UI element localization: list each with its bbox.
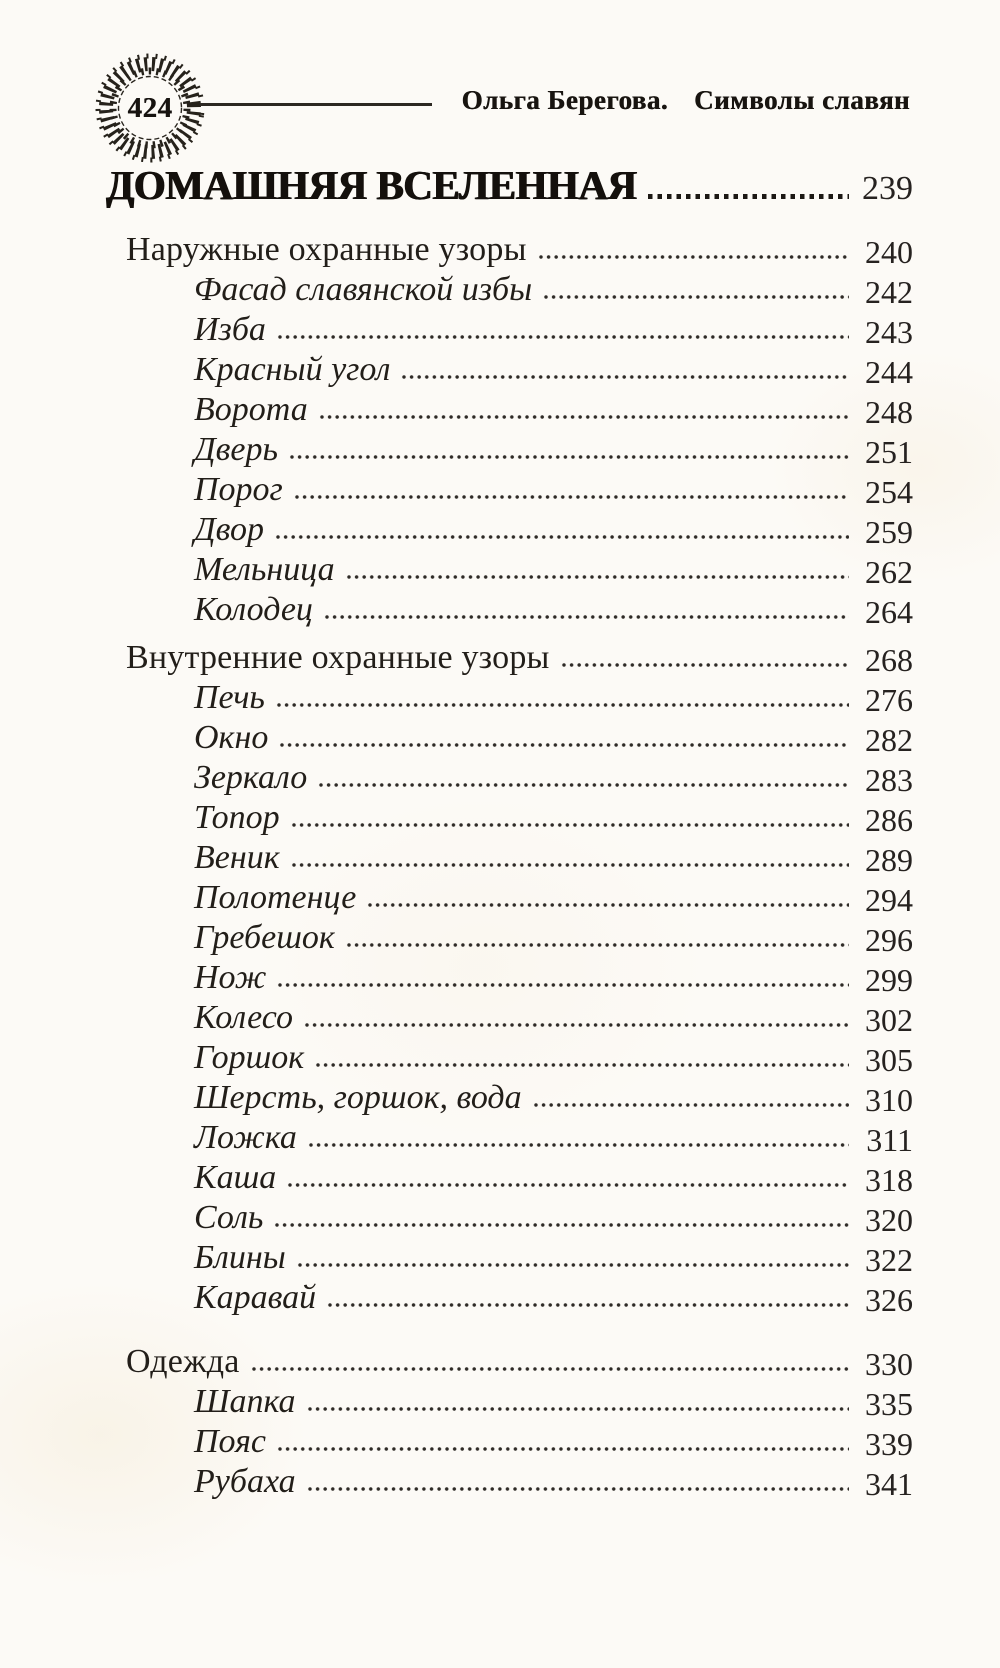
toc-entry (0, 1196, 1000, 1236)
toc-entry (0, 1460, 1000, 1500)
toc-entry (0, 956, 1000, 996)
toc-entry (0, 308, 1000, 348)
toc-entry-title: Топор (194, 799, 280, 837)
toc-entry-page: 268 (865, 642, 913, 678)
dot-leader (561, 662, 849, 668)
dot-leader (318, 782, 849, 788)
toc-entry (0, 756, 1000, 796)
toc-entry-title: Внутренние охранные узоры (126, 639, 550, 677)
toc-entry-page: 341 (865, 1466, 913, 1502)
toc-entry-page: 251 (865, 434, 913, 470)
toc-entry (0, 1236, 1000, 1276)
toc-entry (0, 508, 1000, 548)
toc-entry (0, 228, 1000, 268)
toc-entry (0, 548, 1000, 588)
toc-entry-page: 322 (865, 1242, 913, 1278)
running-head-title (461, 85, 910, 116)
dot-leader (274, 1222, 849, 1228)
toc-entry-title: Веник (194, 839, 280, 877)
toc-entry-page: 254 (865, 474, 913, 510)
dot-leader (289, 454, 849, 460)
toc-entry-title: Двор (194, 511, 264, 549)
dot-leader (327, 1302, 849, 1308)
running-head (0, 0, 1000, 160)
toc-entry-page: 339 (865, 1426, 913, 1462)
dot-leader (277, 334, 849, 340)
toc-entry-title: Окно (194, 719, 269, 757)
toc-entry-title: Порог (194, 471, 283, 509)
dot-leader (307, 1486, 849, 1492)
toc-entry (0, 1420, 1000, 1460)
author-name: Ольга Берегова. (461, 85, 668, 115)
toc-entry-page: 243 (865, 314, 913, 350)
dot-leader (277, 1446, 849, 1452)
toc-entry-title: Полотенце (194, 879, 357, 917)
chapter-dot-leader (648, 194, 849, 199)
toc-entry-title: Изба (194, 311, 266, 349)
dot-leader (533, 1102, 849, 1108)
toc-entry (0, 836, 1000, 876)
toc-entry-page: 310 (865, 1082, 913, 1118)
toc-entry-title: Гребешок (194, 919, 335, 957)
toc-entry (0, 1156, 1000, 1196)
toc-entry-title: Колодец (194, 591, 313, 629)
toc-entry (0, 996, 1000, 1036)
toc-entry-page: 244 (865, 354, 913, 390)
toc-entry (0, 716, 1000, 756)
toc-entry-title: Блины (194, 1239, 286, 1277)
toc-entry (0, 388, 1000, 428)
toc-entry-title: Пояс (194, 1423, 267, 1461)
toc-entry-title: Зеркало (194, 759, 308, 797)
toc-entry-title: Мельница (194, 551, 335, 589)
page-number-badge: 424 (127, 91, 173, 124)
dot-leader (294, 494, 849, 500)
toc-entry (0, 1116, 1000, 1156)
toc-entry-title: Соль (194, 1199, 264, 1237)
toc-entry-page: 262 (865, 554, 913, 590)
toc-entry (0, 876, 1000, 916)
toc-entry-page: 311 (866, 1122, 913, 1158)
dot-leader (276, 702, 849, 708)
dot-leader (291, 862, 849, 868)
dot-leader (324, 614, 849, 620)
toc-entry-title: Шапка (194, 1383, 296, 1421)
toc-entry-page: 276 (865, 682, 913, 718)
toc-entry-title: Нож (194, 959, 267, 997)
toc-entry-title: Одежда (126, 1343, 240, 1381)
toc-entry-title: Колесо (194, 999, 293, 1037)
toc-entry-title: Ложка (194, 1119, 297, 1157)
dot-leader (346, 574, 849, 580)
toc-entry-page: 305 (865, 1042, 913, 1078)
toc-entry-title: Рубаха (194, 1463, 296, 1501)
dot-leader (297, 1262, 849, 1268)
toc-entry (0, 796, 1000, 836)
dot-leader (251, 1366, 849, 1372)
toc-entry-page: 299 (865, 962, 913, 998)
dot-leader (279, 742, 849, 748)
toc-entry-title: Наружные охранные узоры (126, 231, 527, 269)
toc-entry-title: Фасад славянской избы (194, 271, 533, 309)
toc-entry (0, 1340, 1000, 1380)
toc-entry-page: 318 (865, 1162, 913, 1198)
chapter-page-number: 239 (862, 170, 913, 207)
dot-leader (277, 982, 849, 988)
toc-entry (0, 268, 1000, 308)
toc-entry-page: 330 (865, 1346, 913, 1382)
toc-entry-title: Дверь (194, 431, 278, 469)
chapter-title: ДОМАШНЯЯ ВСЕЛЕННАЯ (106, 162, 637, 208)
toc-entry-page: 335 (865, 1386, 913, 1422)
toc-entry-page: 289 (865, 842, 913, 878)
dot-leader (275, 534, 849, 540)
dot-leader (538, 254, 849, 260)
toc-entry (0, 916, 1000, 956)
dot-leader (287, 1182, 849, 1188)
dot-leader (308, 1142, 849, 1148)
dot-leader (401, 374, 849, 380)
toc-entry (0, 348, 1000, 388)
toc-entry (0, 676, 1000, 716)
chapter-toc-entry (0, 160, 1000, 206)
toc-entry-title: Шерсть, горшок, вода (194, 1079, 522, 1117)
dot-leader (346, 942, 849, 948)
toc-entry-page: 264 (865, 594, 913, 630)
dot-leader (543, 294, 849, 300)
toc-entry-page: 296 (865, 922, 913, 958)
toc-entry-title: Ворота (194, 391, 308, 429)
dot-leader (319, 414, 849, 420)
toc-entry-page: 302 (865, 1002, 913, 1038)
toc-entry-title: Печь (194, 679, 265, 717)
header-rule (200, 103, 432, 106)
toc-entry-title: Каша (194, 1159, 277, 1197)
toc-entry (0, 1276, 1000, 1316)
toc-entry-page: 242 (865, 274, 913, 310)
toc-entry (0, 1380, 1000, 1420)
toc-entry (0, 1036, 1000, 1076)
toc-list (0, 206, 1000, 1500)
toc-entry-page: 282 (865, 722, 913, 758)
toc-entry-page: 283 (865, 762, 913, 798)
toc-entry-title: Красный угол (194, 351, 391, 389)
toc-entry-page: 320 (865, 1202, 913, 1238)
dot-leader (315, 1062, 849, 1068)
toc-entry-page: 294 (865, 882, 913, 918)
dot-leader (367, 902, 849, 908)
toc-entry (0, 1076, 1000, 1116)
toc-entry (0, 588, 1000, 628)
dot-leader (304, 1022, 849, 1028)
dot-leader (291, 822, 849, 828)
toc-entry-page: 240 (865, 234, 913, 270)
toc-entry (0, 636, 1000, 676)
toc-entry-title: Каравай (194, 1279, 317, 1317)
book-title: Символы славян (694, 85, 910, 115)
toc-entry-page: 286 (865, 802, 913, 838)
toc-entry-page: 259 (865, 514, 913, 550)
toc-entry (0, 468, 1000, 508)
dot-leader (307, 1406, 849, 1412)
toc-entry-page: 248 (865, 394, 913, 430)
toc-entry-title: Горшок (194, 1039, 305, 1077)
toc-entry-page: 326 (865, 1282, 913, 1318)
toc-entry (0, 428, 1000, 468)
